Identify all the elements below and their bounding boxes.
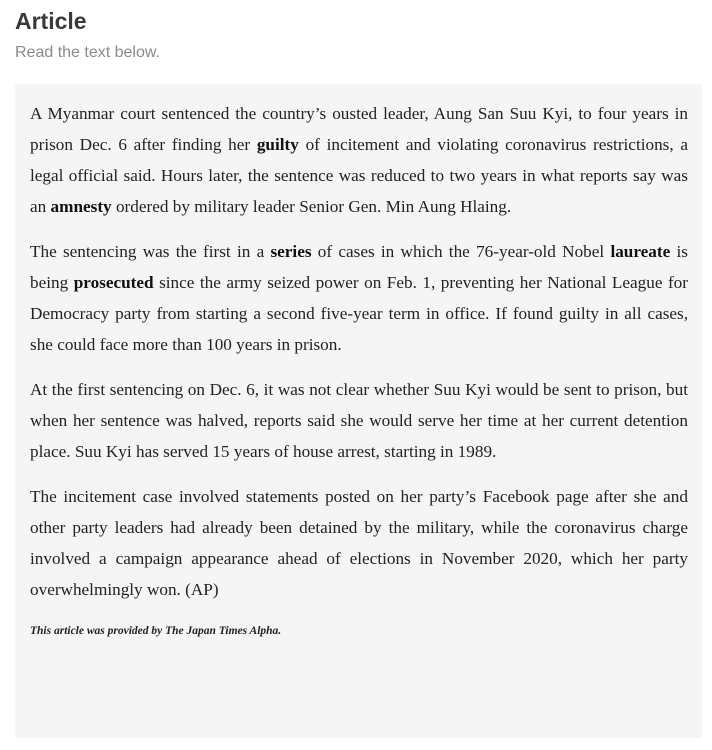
paragraph-text: of cases in which the 76-year-old Nobel <box>311 242 611 261</box>
paragraph-text: is being <box>30 242 688 292</box>
paragraph-text: The sentencing was the first in a <box>30 242 271 261</box>
vocabulary-word: series <box>270 242 312 261</box>
paragraph-text: of incitement and violating coronavirus restrictions, a legal official said. Hours later, the sentence was reduced to two years in what reports say was an <box>30 135 688 216</box>
article-paragraph <box>30 236 688 360</box>
article-paragraph <box>30 98 688 222</box>
paragraph-text: A Myanmar court sentenced the country’s ousted leader, Aung San Suu Kyi, to four years in prison Dec. 6 after finding her <box>30 104 688 154</box>
article-body <box>15 84 702 738</box>
paragraphs <box>30 98 688 605</box>
article-paragraph <box>30 374 688 467</box>
vocabulary-word: laureate <box>610 242 671 261</box>
vocabulary-word: guilty <box>256 135 299 154</box>
paragraph-text: The incitement case involved statements posted on her party’s Facebook page after she and other party leaders had already been detained by the military, while the coronavirus charge involved a campaign appearance ahead of elections in November 2020, which her party overwhelmingly won. (AP) <box>30 487 688 599</box>
article-paragraph <box>30 481 688 605</box>
vocabulary-word: prosecuted <box>73 273 154 292</box>
paragraph-text: since the army seized power on Feb. 1, preventing her National League for Democracy party from starting a second five-year term in office. If found guilty in all cases, she could face more than 100 years in prison. <box>30 273 688 354</box>
vocabulary-word: amnesty <box>50 197 112 216</box>
instructions: Read the text below. <box>15 44 160 61</box>
paragraph-text: At the first sentencing on Dec. 6, it was not clear whether Suu Kyi would be sent to prison, but when her sentence was halved, reports said she would serve her time at her current detention place. Suu Kyi has served 15 years of house arrest, starting in 1989. <box>30 380 688 461</box>
paragraph-text: ordered by military leader Senior Gen. Min Aung Hlaing. <box>111 197 512 216</box>
page-title: Article <box>15 8 87 34</box>
article-header <box>15 6 160 64</box>
article-credit: This article was provided by The Japan Times Alpha. <box>30 625 282 637</box>
